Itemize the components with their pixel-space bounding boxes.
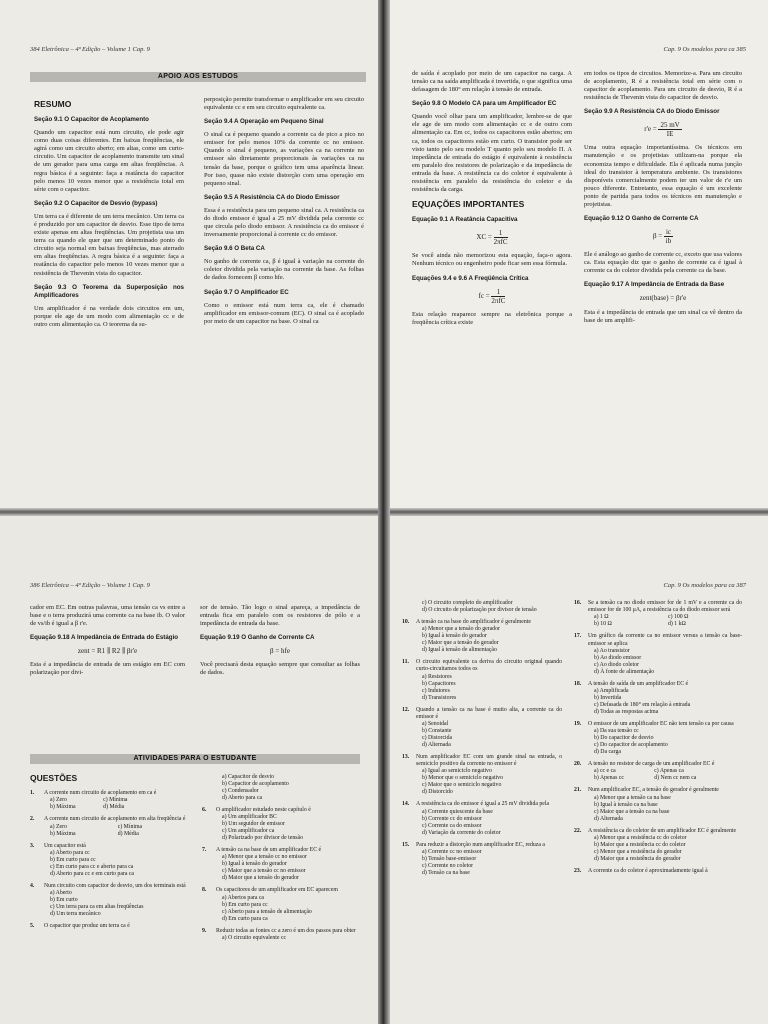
- question-option: a) Zero: [50, 797, 67, 804]
- question-option: d) O circuito de polarização por divisor de tensão: [422, 607, 537, 613]
- question-option: b) 10 Ω: [594, 621, 612, 628]
- section-text: Um amplificador é na verdade dois circuitos em um, porque ele age de um modo com alimentação cc e de outro com alimentação ca. O teorema da su-: [34, 304, 184, 328]
- question-number: 4.: [30, 882, 35, 889]
- section-text: Essa é a resistência para um pequeno sinal ca. A resistência ca do diodo emissor é igual a 25 mV dividida pela corrente cc que circula pelo diodo emissor. A resistência ca do emissor é inversamente proporcional à corrente cc do emissor.: [204, 206, 364, 239]
- question-option: a) Zero: [50, 823, 67, 830]
- question-option: d) Igual à tensão de alimentação: [422, 647, 497, 654]
- section-heading: Seção 9.6 O Beta CA: [204, 245, 265, 253]
- question-option: b) Um seguidor de emissor: [222, 821, 285, 828]
- question-option: b) Em curto: [50, 896, 78, 903]
- question-item: [574, 721, 742, 756]
- equation-heading: Equação 9.1 A Reatância Capacitiva: [412, 216, 518, 224]
- question-option: d) Da carga: [594, 749, 621, 756]
- section-heading: Seção 9.4 A Operação em Pequeno Sinal: [204, 118, 324, 126]
- question-option: a) Menor que a resistência cc do coletor: [594, 834, 687, 841]
- question-option: d) Polarizado por divisor de tensão: [222, 835, 303, 842]
- question-option: d) Alternada: [594, 815, 623, 822]
- question-option: d) Nem cc nem ca: [654, 775, 697, 782]
- question-option: b) Ao diodo emissor: [594, 654, 642, 661]
- question-text: Para reduzir a distorção num amplificador EC, reduza a: [416, 841, 545, 848]
- question-option: a) Abertos para ca: [222, 894, 265, 901]
- section-text: cador em EC. Em outras palavras, uma tensão ca vs entre a base e o terra produzirá uma corrente ca na base ib. O valor de vs/ib é igual a β r'e.: [30, 604, 185, 628]
- equation-formula: XC = $\frac{1}{\text{2πfC}}$: [476, 229, 508, 247]
- section-heading: Seção 9.2 O Capacitor de Desvio (bypass): [34, 199, 158, 207]
- question-list: [574, 600, 742, 875]
- equation-formula: fc = $\frac{1}{\text{2πfC}}$: [478, 287, 506, 305]
- question-option: b) Capacitor de acoplamento: [222, 781, 289, 787]
- equation-heading: Equação 9.17 A Impedância de Entrada da Base: [584, 281, 725, 289]
- question-option: c) Mínima: [117, 823, 143, 830]
- question-item: [402, 619, 562, 654]
- equation-heading: Equação 9.12 O Ganho de Corrente CA: [584, 215, 699, 223]
- book-spine: [378, 0, 390, 1024]
- resumo-heading: RESUMO: [34, 99, 72, 109]
- question-number: 19.: [574, 721, 582, 728]
- question-number: 17.: [574, 633, 582, 640]
- question-option: a) Igual ao semiciclo negativo: [422, 768, 492, 775]
- question-text: Num amplificador EC com um grande sinal na entrada, o semiciclo positivo da corrente no emissor é: [416, 754, 562, 768]
- question-option: c) Maior que o semiciclo negativo: [422, 782, 502, 789]
- question-number: 10.: [402, 619, 410, 625]
- question-text: Quando a tensão ca na base é muito alta, a corrente ca do emissor é: [416, 706, 562, 720]
- question-item: [574, 828, 742, 863]
- section-heading: Seção 9.3 O Teorema da Superposição nos Amplificadores: [34, 283, 184, 299]
- equation-formula: β = hfe: [270, 647, 290, 656]
- question-text: Reduzir todas as fontes cc a zero é um dos passos para obter: [216, 927, 356, 934]
- page-header: Cap. 9 Os modelos para ca 385: [663, 46, 746, 53]
- section-text: Quando você olhar para um amplificador, lembre-se de que ele age de um modo com alimentação cc e de outro com alimentação ca. Em cc, todos os capacitores estão abertos; em ca, todos os capacitores estão em curto. O transistor pode ser visto tanto pelo seu modelo T quanto pelo seu modelo Π. A impedância de entrada do estágio é equivalente à resistência em paralelo dos resistores de polarização e da impedância de entrada da base. A resistência ca do coletor é equivalente à resistência em paralelo da resistência do coletor e da resistência da carga.: [412, 113, 572, 194]
- question-list: [202, 774, 362, 942]
- section-text: Você precisará desta equação sempre que consultar as folhas de dados.: [200, 661, 360, 677]
- section-text: Quando um capacitor está num circuito, ele pode agir como duas coisas diferentes. Em baixas freqüências, ele agirá como um circuito aberto; em altas, como um curto-circuito. Um capacitor de acoplamento transmite um sinal de um gerador para uma carga em altas freqüências. A regra básica é a seguinte: faça a reatância do capacitor pelo menos 10 vezes menor que a resistência total em série com o capacitor.: [34, 129, 184, 193]
- section-heading: Seção 9.5 A Resistência CA do Diodo Emissor: [204, 193, 340, 201]
- question-item: [202, 928, 362, 942]
- question-option: c) Condensador: [222, 788, 259, 794]
- question-item: [30, 816, 190, 837]
- question-option: d) Média: [117, 830, 139, 837]
- question-text: Num circuito com capacitor de desvio, um dos terminais está: [44, 882, 186, 889]
- question-option: d) Transistores: [422, 694, 457, 701]
- section-text: em todos os tipos de circuitos. Memorize-a. Para um circuito de acoplamento, R é a resistência total em série com o capacitor de acoplamento. Para um circuito de desvio, R é a resistência de Thevenin vista do capacitor de desvio.: [584, 70, 742, 102]
- question-text: O circuito equivalente ca deriva do circuito original quando curto-circuitamos todos os: [416, 659, 562, 673]
- question-option: c) Em curto para cc e aberto para ca: [50, 863, 134, 870]
- question-text: Um gráfico da corrente ca no emissor versus a tensão ca base-emissor se aplica: [588, 633, 742, 647]
- question-option: b) Em curto para cc: [50, 856, 96, 863]
- section-heading: Seção 9.7 O Amplificador EC: [204, 288, 289, 296]
- question-option: b) Igual à tensão do gerador: [422, 633, 487, 640]
- question-option: b) Tensão base-emissor: [422, 855, 477, 862]
- section-text: de saída é acoplado por meio de um capacitor na carga. A tensão ca na saída amplificada é invertida, o que significa uma defasagem de 180° em relação à tensão de entrada.: [412, 70, 572, 94]
- question-option: a) Corrente quiescente da base: [422, 808, 493, 815]
- question-option: c) Corrente no coletor: [422, 862, 474, 869]
- question-option: a) Da sua tensão cc: [594, 728, 639, 735]
- question-option: a) Amplificada: [594, 688, 629, 695]
- section-text: Esta relação reaparece sempre na eletrônica porque a freqüência crítica existe: [412, 310, 572, 326]
- question-option: d) Tensão ca na base: [422, 869, 470, 876]
- question-number: 8.: [202, 887, 207, 894]
- question-number: 23.: [574, 867, 582, 874]
- question-option: b) Máxima: [50, 830, 76, 837]
- question-number: 15.: [402, 841, 410, 848]
- column-right: [204, 96, 364, 332]
- question-text: A corrente num circuito de acoplamento em alta freqüência é: [44, 816, 186, 823]
- question-option: d) À fonte de alimentação: [594, 668, 655, 675]
- section-text: Um terra ca é diferente de um terra mecânico. Um terra ca é produzido por um capacitor de desvio. Esse tipo de terra existe apenas em altas freqüências. Um projetista usa um terra ca quando ele quer que um determinado ponto do circuito seja normal em baixas freqüências, mas aterrado em altas freqüências. A regra básica é a seguinte: faça a reatância do capacitor pelo menos 10 vezes menor que a resistência de Thevenin vista do capacitor.: [34, 212, 184, 277]
- question-option: a) Aberto: [50, 889, 72, 896]
- question-option: c) Um terra para ca em altas freqüências: [50, 903, 144, 910]
- question-option: b) Do capacitor de desvio: [594, 735, 654, 742]
- question-number: 14.: [402, 801, 410, 808]
- equations-heading: EQUAÇÕES IMPORTANTES: [412, 199, 525, 210]
- question-item: [574, 633, 742, 675]
- question-item: [402, 659, 562, 701]
- question-item: [30, 790, 190, 811]
- question-item: [30, 923, 190, 930]
- question-text: O emissor de um amplificador EC não tem tensão ca por causa: [588, 721, 734, 728]
- question-text: A tensão no resistor de carga de um amplificador EC é: [588, 761, 715, 768]
- question-text: Num amplificador EC, a tensão do gerador é geralmente: [588, 787, 719, 794]
- equation-formula: β = $\frac{ic}{ib}$: [652, 228, 672, 246]
- question-number: 21.: [574, 787, 582, 794]
- question-option: c) Distorcida: [422, 735, 453, 742]
- question-option: c) O circuito completo do amplificador: [422, 600, 513, 606]
- section-heading: Seção 9.8 O Modelo CA para um Amplificador EC: [412, 100, 557, 108]
- question-option: d) Alternada: [422, 742, 451, 749]
- question-option: b) Menor que o semiciclo negativo: [422, 775, 503, 782]
- question-option: b) Capacitores: [422, 680, 456, 687]
- question-text: O amplificador estudado neste capítulo é: [216, 807, 311, 813]
- question-option: a) Menor que a tensão do gerador: [422, 626, 500, 633]
- question-option: a) Um amplificador BC: [222, 814, 277, 821]
- question-item: [202, 807, 362, 842]
- question-option: a) Resistores: [422, 673, 452, 680]
- question-option: d) Aberto para ca: [222, 795, 263, 801]
- section-text: perposição permite transformar o amplificador em seu circuito equivalente cc e em seu circuito equivalente ca.: [204, 96, 364, 112]
- page-384: [0, 0, 384, 512]
- page-386: [0, 512, 384, 1024]
- question-option: c) Maior que a tensão ca na base: [594, 808, 670, 815]
- question-item: [402, 707, 562, 749]
- question-text: Os capacitores de um amplificador em EC aparecem: [216, 887, 338, 894]
- question-text: A corrente num circuito de acoplamento em ca é: [44, 790, 157, 797]
- equation-heading: Equações 9.4 e 9.6 A Freqüência Crítica: [412, 274, 529, 282]
- questions-left: [402, 600, 562, 882]
- question-option: c) Indutores: [422, 687, 450, 694]
- question-number: [402, 600, 416, 614]
- questions-right: [574, 600, 742, 880]
- question-option: c) Um amplificador ca: [222, 828, 275, 835]
- question-option: a) Menor que a tensão ca na base: [594, 794, 671, 801]
- page-header: 384 Eletrônica – 4ª Edição – Volume 1 Cap. 9: [30, 46, 150, 53]
- section-text: Uma outra equação importantíssima. Os técnicos em manutenção e os projetistas utilizam-na porque ela economiza tempo e dificuldade. Ela é aplicada numa junção ideal do transistor à temperatura ambiente. Os transistores disponíveis comercialmente podem ter um valor de r'e um pouco diferente. Entretanto, essa equação é um excelente ponto de partida para todos os técnicos em manutenção e projetistas.: [584, 144, 742, 209]
- question-number: 6.: [202, 807, 207, 813]
- question-option: c) Menor que a resistência do gerador: [594, 848, 682, 855]
- question-option: a) Menor que a tensão cc no emissor: [222, 854, 307, 861]
- question-option: d) Maior que a tensão do gerador: [222, 875, 299, 882]
- question-item: [202, 774, 362, 802]
- question-item: [402, 842, 562, 877]
- question-text: Um capacitor está: [44, 842, 86, 849]
- question-list: [30, 790, 190, 930]
- question-option: a) cc e ca: [594, 768, 616, 775]
- question-option: a) Ao transistor: [594, 647, 630, 654]
- question-option: d) Em curto para ca: [222, 915, 268, 922]
- question-text: O capacitor que produz um terra ca é: [44, 922, 130, 929]
- question-option: b) Máxima: [50, 804, 76, 811]
- question-item: [574, 681, 742, 716]
- question-option: d) Maior que a resistência do gerador: [594, 855, 681, 862]
- question-item: [30, 883, 190, 918]
- question-number: 16.: [574, 600, 582, 606]
- question-option: c) Aberto para a tensão de alimentação: [222, 908, 312, 915]
- question-option: c) Defasada de 180° em relação à entrada: [594, 702, 691, 709]
- question-item: [30, 843, 190, 878]
- question-option: a) O circuito equivalente cc: [222, 934, 287, 941]
- question-number: 12.: [402, 706, 410, 713]
- question-option: b) Igual à tensão do gerador: [222, 861, 287, 868]
- column-left: [30, 604, 185, 684]
- section-text: sor de tensão. Tão logo o sinal apareça, a impedância de entrada fica em paralelo com os resistores de pólo e a impedância de entrada da base.: [200, 604, 360, 628]
- question-item: [202, 887, 362, 922]
- question-number: 20.: [574, 761, 582, 768]
- column-left: [34, 96, 184, 335]
- question-option: c) Ao diodo coletor: [594, 661, 639, 668]
- question-item: [202, 847, 362, 882]
- question-text: A tensão de saída de um amplificador EC é: [588, 680, 689, 687]
- question-item: [574, 600, 742, 628]
- question-number: 11.: [402, 659, 409, 666]
- questions-heading: QUESTÕES: [30, 773, 78, 783]
- section-text: O sinal ca é pequeno quando a corrente ca de pico a pico no emissor for pelo menos 10% da corrente cc no emissor. Quando o sinal é pequeno, as variações ca na corrente no emissor são diretamente proporcionais às variações ca na tensão da base, porque o gráfico tem uma aparência linear. Por isso, quase não existe distorção com uma operação em pequeno sinal.: [204, 131, 364, 187]
- question-number: 3.: [30, 842, 35, 849]
- page-header: Cap. 9 Os modelos para ca 387: [663, 582, 746, 589]
- question-option: b) Maior que a resistência cc do coletor: [594, 841, 686, 848]
- question-option: b) Apenas cc: [594, 775, 624, 782]
- questions-right: [202, 774, 362, 947]
- section-text: No ganho de corrente ca, β é igual à variação na corrente do coletor dividida pela variação na corrente da base. As folhas de dados fornecem β como hfe.: [204, 258, 364, 282]
- equation-formula: r'e = $\frac{25 mV}{IE}$: [644, 121, 680, 139]
- question-item: [574, 868, 742, 875]
- question-number: 13.: [402, 754, 410, 761]
- question-option: c) 100 Ω: [668, 614, 689, 621]
- question-item: [402, 600, 562, 614]
- column-left: [412, 70, 572, 333]
- column-right: [200, 604, 360, 684]
- question-text: A tensão ca na base do amplificador é geralmente: [416, 619, 531, 625]
- question-option: c) Mínima: [103, 797, 128, 804]
- equation-formula: zent = R1 ∥ R2 ∥ βr'e: [77, 647, 138, 656]
- section-text: Esta é a impedância de entrada que um sinal ca vê dentro da base de um amplifi-: [584, 308, 742, 324]
- question-item: [402, 754, 562, 796]
- section-text: Se você ainda não memorizou esta equação, faça-o agora. Nenhum técnico ou engenheiro pode ficar sem essa fórmula.: [412, 252, 572, 268]
- question-option: d) Variação da corrente do coletor: [422, 829, 501, 836]
- question-option: a) Aberto para cc: [50, 849, 90, 856]
- section-text: Esta é a impedância de entrada de um estágio em EC com polarização por divi-: [30, 661, 185, 677]
- question-option: b) Constante: [422, 728, 452, 735]
- question-option: d) Aberto para cc e em curto para ca: [50, 870, 135, 877]
- page-header: 386 Eletrônica – 4ª Edição – Volume 1 Cap. 9: [30, 582, 150, 589]
- question-option: c) Maior que a tensão cc no emissor: [222, 868, 306, 875]
- question-option: a) Senoidal: [422, 721, 449, 728]
- question-option: b) Igual à tensão ca na base: [594, 801, 658, 808]
- question-number: 7.: [202, 847, 207, 854]
- question-option: b) Corrente cc do emissor: [422, 815, 482, 822]
- section-text: Como o emissor está num terra ca, ele é chamado amplificador em emissor-comum (EC). O sinal ca é acoplado por meio de um capacitor na base. O sinal ca: [204, 301, 364, 325]
- question-option: c) Maior que a tensão do gerador: [422, 640, 499, 647]
- question-option: b) Em curto para cc: [222, 901, 268, 908]
- question-option: d) Média: [103, 804, 125, 811]
- question-text: A resistência ca do coletor de um amplificador EC é geralmente: [588, 827, 737, 834]
- question-number: 18.: [574, 680, 582, 687]
- question-number: [202, 774, 216, 802]
- question-item: [402, 801, 562, 836]
- question-list: [402, 600, 562, 877]
- column-right: [584, 70, 742, 331]
- question-option: b) Invertida: [594, 695, 622, 702]
- section-bar: ATIVIDADES PARA O ESTUDANTE: [30, 754, 360, 764]
- question-item: [574, 787, 742, 822]
- equation-heading: Equação 9.19 O Ganho de Corrente CA: [200, 634, 315, 642]
- question-option: c) Corrente ca do emissor: [422, 822, 482, 829]
- question-text: Se a tensão ca no diodo emissor for de 1 mV e a corrente ca do emissor for de 100 μA, a resistência ca do diodo emissor será: [588, 600, 742, 614]
- question-item: [574, 761, 742, 782]
- question-option: c) Apenas ca: [654, 768, 684, 775]
- question-option: a) Corrente cc no emissor: [422, 848, 482, 855]
- question-text: A corrente ca do coletor é aproximadamente igual à: [588, 867, 708, 874]
- section-bar: APOIO AOS ESTUDOS: [30, 72, 366, 82]
- question-option: d) 1 kΩ: [668, 621, 686, 628]
- questions-left: [30, 770, 190, 935]
- question-text: A resistência ca do emissor é igual a 25 mV dividida pela: [416, 801, 550, 808]
- page-385: [384, 0, 768, 512]
- question-number: 22.: [574, 827, 582, 834]
- question-number: 1.: [30, 790, 35, 797]
- question-option: a) 1 Ω: [594, 614, 609, 621]
- question-option: d) Distorcido: [422, 789, 453, 796]
- question-number: 9.: [202, 927, 207, 934]
- section-heading: Seção 9.1 O Capacitor de Acoplamento: [34, 116, 149, 124]
- question-number: 5.: [30, 922, 35, 929]
- section-text: Ele é análogo ao ganho de corrente cc, exceto que usa valores ca. Esta equação diz que o ganho de corrente ca é igual à corrente ca do coletor dividida pela corrente ca da base.: [584, 251, 742, 275]
- page-387: [384, 512, 768, 1024]
- question-option: d) Um terra mecânico: [50, 910, 101, 917]
- equation-formula: zent(base) = βr'e: [639, 294, 687, 303]
- equation-heading: Equação 9.18 A Impedância de Entrada do Estágio: [30, 634, 179, 642]
- question-number: 2.: [30, 816, 35, 823]
- section-heading: Seção 9.9 A Resistência CA do Diodo Emissor: [584, 108, 720, 116]
- question-option: d) Todas as respostas acima: [594, 709, 659, 716]
- question-option: c) Do capacitor de acoplamento: [594, 742, 668, 749]
- question-text: A tensão ca na base de um amplificador EC é: [216, 847, 322, 854]
- question-option: a) Capacitor de desvio: [222, 774, 274, 780]
